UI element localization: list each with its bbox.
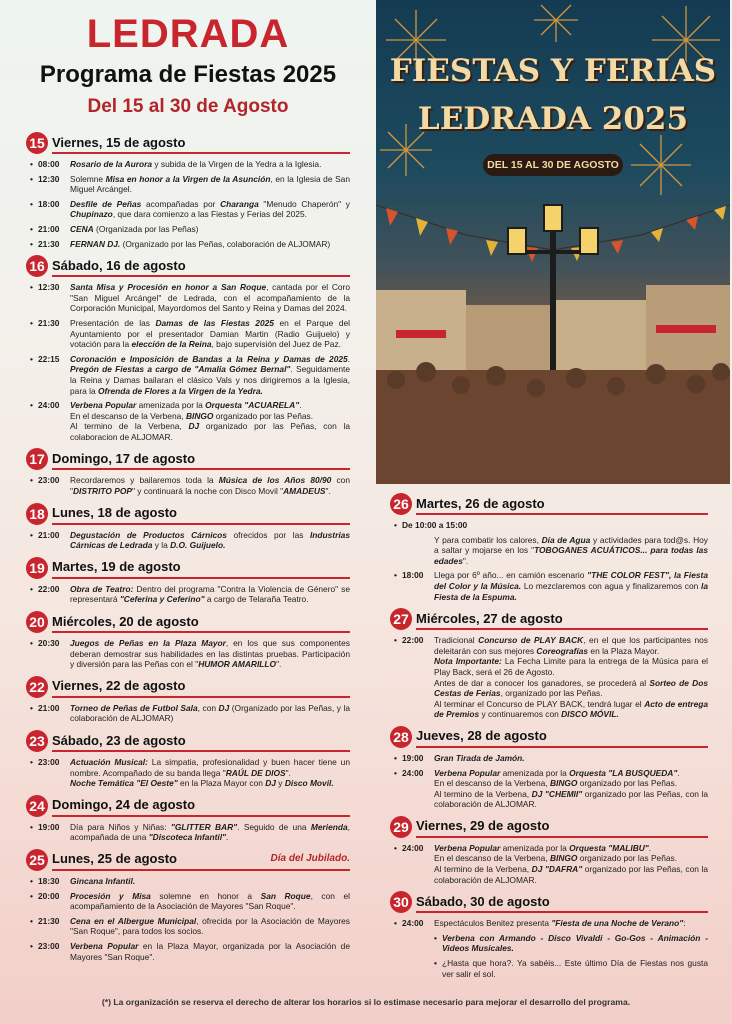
- day-title: [52, 849, 350, 871]
- event-time: 21:30: [38, 238, 60, 249]
- program-header: [0, 0, 376, 118]
- subitem-text: Verbena con Armando - Disco Vivaldi - Go-Gos - Animación - Videos Musicales.: [442, 932, 708, 954]
- event-row: [26, 530, 350, 551]
- event-row: [26, 876, 350, 887]
- event-bullet: •: [394, 520, 397, 530]
- event-time: 18:00: [38, 198, 60, 209]
- program-disclaimer: (*) La organización se reserva el derecho de alterar los horarios si lo estimase necesario para mejorar el desarrollo del programa.: [101, 997, 631, 1007]
- event-bullet: •: [30, 238, 33, 249]
- town-title: LEDRADA: [86, 12, 290, 56]
- event-bullet: •: [30, 529, 33, 540]
- poster-title-line1: FIESTAS Y FERIAS: [389, 53, 717, 89]
- event-bullet: •: [30, 282, 33, 293]
- day-title-text: Lunes, 18 de agosto: [52, 505, 177, 521]
- program-dates: Del 15 al 30 de Agosto: [87, 96, 289, 117]
- event-time: 19:00: [38, 821, 60, 832]
- event-row: [390, 570, 708, 602]
- day-number-badge: 28: [390, 726, 412, 748]
- event-description: Llega por 6º año... en camión escenario "THE COLOR FEST", la Fiesta del Color y la Música. Lo mezclaremos con agua y finalizaremos con la Fiesta de la Espuma.: [434, 570, 708, 602]
- event-time: 23:00: [38, 757, 60, 767]
- event-description: Actuación Musical: La simpatia, profesionalidad y buen hacer tiene un nombre. Acompañado de su banda llega "RAÚL DE DIOS". Noche Temática "El Oeste" en la Plaza Mayor con DJ y Disco Movil.: [70, 757, 350, 789]
- event-description: Presentación de las Damas de las Fiestas 2025 en el Parque del Ayuntamiento por el presentador Damian Martin (Radio Guijuelo) y votación para la elección de la Reina, bajo supervisión del Juez de Paz.: [70, 317, 351, 350]
- event-time: 24:00: [402, 842, 424, 853]
- day-header: [390, 726, 708, 748]
- day-number-badge: 25: [26, 849, 48, 871]
- event-time: 22:15: [38, 353, 60, 364]
- event-bullet: •: [30, 198, 33, 209]
- event-time: 23:00: [38, 475, 60, 486]
- day-title-text: Martes, 19 de agosto: [52, 559, 181, 575]
- event-bullet: •: [30, 159, 33, 169]
- event-time: 21:00: [38, 529, 60, 540]
- day-number-badge: 29: [390, 816, 412, 838]
- day-number-badge: 18: [26, 503, 48, 525]
- day-title: [52, 503, 350, 525]
- schedule-left-column: [26, 132, 350, 968]
- event-description: Santa Misa y Procesión en honor a San Roque, cantada por el Coro "San Miguel Arcángel" de Ledrada, con el acompañamiento de la Corporación Municipal, Mayordomos del Santo y Reina y Damas del 2024.: [70, 282, 350, 314]
- event-time: 22:00: [402, 635, 424, 646]
- event-bullet: •: [30, 638, 33, 649]
- event-bullet: •: [30, 400, 33, 411]
- day-section: [390, 726, 708, 810]
- day-title-text: Domingo, 24 de agosto: [52, 797, 196, 813]
- event-bullet: •: [30, 821, 33, 832]
- event-row: [390, 635, 708, 720]
- day-header: [390, 891, 708, 913]
- event-description: De 10:00 a 15:00: [402, 520, 468, 530]
- day-title: [416, 493, 708, 515]
- day-header: [26, 611, 350, 633]
- event-row: [26, 916, 350, 937]
- event-bullet: •: [394, 767, 397, 778]
- event-bullet: •: [30, 702, 33, 713]
- event-time: 18:30: [38, 875, 60, 886]
- day-section: [26, 795, 350, 843]
- day-title-text: Miércoles, 20 de agosto: [52, 613, 199, 629]
- event-time: 21:00: [38, 702, 60, 713]
- event-description: CENA (Organizada por las Peñas): [70, 223, 199, 234]
- event-description: FERNAN DJ. (Organizado por las Peñas, colaboración de ALJOMAR): [70, 238, 331, 249]
- event-bullet: •: [394, 570, 397, 581]
- event-bullet: •: [30, 940, 33, 951]
- event-row: [390, 843, 708, 885]
- day-section: [26, 557, 350, 605]
- event-bullet: •: [394, 918, 397, 929]
- day-number-badge: 30: [390, 891, 412, 913]
- event-subitem: [390, 958, 708, 979]
- festival-poster: [376, 0, 730, 484]
- event-description: Coronación e Imposición de Bandas a la Reina y Damas de 2025. Pregón de Fiestas a cargo de "Amalia Gómez Bernal". Seguidamente la Reina y Damas bailaran el clásico Vals y nos dirigiremos a la Iglesia, para la Ofrenda de Flores a la Virgen de la Yedra.: [70, 353, 350, 396]
- event-description: Solemne Misa en honor a la Virgen de la Asunción, en la Iglesia de San Miguel Arcángel.: [70, 173, 350, 195]
- event-row: [26, 400, 350, 442]
- event-description: Degustación de Productos Cárnicos ofrecidos por las Industrias Cárnicas de Ledrada y la D.O. Guijuelo.: [70, 529, 350, 551]
- day-number-badge: 27: [390, 608, 412, 630]
- event-description: Recordaremos y bailaremos toda la Música de los Años 80/90 con "DISTRITO POP" y continuará la noche con Disco Movil "AMADEUS".: [70, 475, 350, 497]
- day-number-badge: 15: [26, 132, 48, 154]
- day-title: [52, 676, 350, 698]
- event-row: [26, 318, 350, 350]
- day-section: [390, 891, 708, 979]
- day-section: [26, 730, 350, 789]
- day-title: [416, 608, 708, 630]
- event-row: [26, 224, 350, 235]
- day-section: [26, 503, 350, 551]
- day-number-badge: 17: [26, 448, 48, 470]
- day-section: [26, 611, 350, 670]
- day-title-text: Domingo, 17 de agosto: [52, 450, 196, 466]
- day-section: [390, 816, 708, 885]
- event-row: [390, 768, 708, 810]
- event-bullet: •: [30, 757, 33, 767]
- day-header: [26, 795, 350, 817]
- day-title: [52, 255, 350, 277]
- day-header: [26, 730, 350, 752]
- day-title-text: Sábado, 23 de agosto: [52, 732, 186, 748]
- event-description: Rosario de la Aurora y subida de la Virgen de la Yedra a la Iglesia.: [70, 159, 322, 169]
- event-row: [390, 753, 708, 764]
- day-header: [26, 849, 350, 871]
- day-number-badge: 26: [390, 493, 412, 515]
- day-title: [416, 891, 708, 913]
- event-time: 21:30: [38, 915, 60, 926]
- day-header: [26, 448, 350, 470]
- day-title-text: Sábado, 16 de agosto: [52, 257, 186, 273]
- day-title: [52, 611, 350, 633]
- day-section: [26, 849, 350, 962]
- event-row: [26, 475, 350, 496]
- day-title-text: Sábado, 30 de agosto: [416, 893, 550, 909]
- event-description: Espectáculos Benitez presenta "Fiesta de una Noche de Verano":: [434, 918, 686, 929]
- day-section: [390, 493, 708, 602]
- event-bullet: •: [394, 635, 397, 646]
- event-time: 08:00: [38, 159, 60, 169]
- subitem-bullet: •: [434, 932, 437, 943]
- day-header: [26, 132, 350, 154]
- day-title-text: Jueves, 28 de agosto: [416, 728, 547, 744]
- event-bullet: [394, 535, 402, 567]
- event-time: 24:00: [402, 767, 424, 778]
- event-description: Gincana Infantil.: [70, 875, 136, 886]
- event-description: Cena en el Albergue Municipal, ofrecida por la Asociación de Mayores "San Roque", para todos los socios.: [70, 915, 350, 937]
- event-bullet: •: [30, 875, 33, 886]
- event-row: [26, 239, 350, 250]
- day-title: [416, 816, 708, 838]
- event-description: Procesión y Misa solemne en honor a San Roque, con el acompañamiento de la Asociación de Mayores "San Roque".: [70, 890, 350, 912]
- event-time: 20:30: [38, 638, 60, 649]
- event-time: 19:00: [402, 752, 424, 763]
- day-title: [52, 448, 350, 470]
- day-title-text: Miércoles, 27 de agosto: [416, 610, 563, 626]
- event-time: 24:00: [38, 400, 60, 411]
- day-section: [26, 448, 350, 496]
- day-section: [390, 608, 708, 720]
- event-time: 20:00: [38, 890, 60, 901]
- event-description: Y para combatir los calores, Día de Agua y actividades para tod@s. Hoy a saltar y mojarse en los "TOBOGANES ACUÁTICOS... para todas las edades".: [434, 534, 708, 566]
- event-time: 12:30: [38, 282, 60, 293]
- event-bullet: •: [30, 317, 33, 328]
- event-description: Verbena Popular amenizada por la Orquesta "LA BUSQUEDA". En el descanso de la Verbena, BINGO organizado por las Peñas. Al termino de la Verbena, DJ "CHEMII" organizado por las Peñas, con la colaboración de ALJOMAR.: [434, 767, 709, 810]
- day-title-text: Viernes, 29 de agosto: [416, 818, 550, 834]
- event-description: Desfile de Peñas acompañadas por Charanga "Menudo Chaperón" y Chupinazo, que dara comienzo a las Fiestas y Ferias del 2025.: [70, 198, 350, 220]
- day-title: [52, 557, 350, 579]
- event-time: 24:00: [402, 918, 424, 929]
- event-description: Obra de Teatro: Dentro del programa "Contra la Violencia de Género" se representará "Ceferina y Ceferino" a cargo de Telaraña Teatro.: [70, 583, 350, 605]
- day-number-badge: 20: [26, 611, 48, 633]
- event-row: [26, 703, 350, 724]
- event-row: [26, 638, 350, 670]
- event-row: [26, 354, 350, 396]
- crowd-graphic: [376, 362, 730, 484]
- event-row: [26, 757, 350, 789]
- poster-date-badge: DEL 15 AL 30 DE AGOSTO: [483, 154, 623, 176]
- schedule-right-column: [390, 493, 708, 985]
- day-section: [26, 676, 350, 724]
- event-bullet: •: [30, 475, 33, 486]
- day-title-text: Viernes, 15 de agosto: [52, 134, 186, 150]
- day-number-badge: 22: [26, 676, 48, 698]
- poster-title-line2: LEDRADA 2025: [417, 101, 689, 137]
- day-title: [52, 730, 350, 752]
- day-title: [52, 132, 350, 154]
- event-subitem: [390, 933, 708, 954]
- event-description: Tradicional Concurso de PLAY BACK, en el que los participantes nos deleitarán con sus mejores Coreografías en la Plaza Mayor. Nota Importante: La Fecha Limite para la entrega de la Música para el Play Back, será el 26 de Agosto. Antes de dar a conocer los ganadores, se procederá al Sorteo de Dos Cestas de Ferias, organizado por las Peñas. Al terminar el Concurso de PLAY BACK, tendrá lugar el Acto de entrega de Premios y continuaremos con DISCO MÓVIL.: [434, 635, 708, 720]
- day-title: [52, 795, 350, 817]
- day-number-badge: 23: [26, 730, 48, 752]
- event-row: [390, 535, 708, 567]
- event-time: 21:30: [38, 317, 60, 328]
- day-note: Día del Jubilado.: [270, 853, 350, 865]
- event-bullet: •: [30, 353, 33, 364]
- event-time: 22:00: [38, 583, 60, 594]
- event-time: 12:30: [38, 173, 60, 184]
- event-description: Día para Niños y Niñas: "GLITTER BAR". Seguido de una Merienda, acompañada de una "Discoteca Infantil".: [70, 821, 350, 843]
- day-title: [416, 726, 708, 748]
- event-bullet: •: [30, 890, 33, 901]
- event-time: 23:00: [38, 940, 60, 951]
- day-section: [26, 255, 350, 442]
- event-row: [26, 584, 350, 605]
- day-header: [390, 608, 708, 630]
- day-header: [26, 676, 350, 698]
- day-title-text: Viernes, 22 de agosto: [52, 678, 186, 694]
- day-number-badge: 24: [26, 795, 48, 817]
- event-description: Verbena Popular en la Plaza Mayor, organizada por la Asociación de Mayores "San Roque".: [70, 940, 350, 962]
- event-bullet: •: [30, 583, 33, 594]
- event-row: [390, 520, 708, 531]
- day-header: [26, 255, 350, 277]
- event-bullet: •: [30, 173, 33, 184]
- event-row: [26, 891, 350, 912]
- event-time: 18:00: [402, 570, 424, 581]
- program-subtitle: Programa de Fiestas 2025: [39, 61, 337, 88]
- event-bullet: •: [394, 842, 397, 853]
- event-row: [26, 174, 350, 195]
- day-header: [26, 503, 350, 525]
- event-description: Juegos de Peñas en la Plaza Mayor, en los que sus componentes deberan demostrar sus habilidades en las distintas pruebas. Participación y diversión para las Peñas con el "HUMOR AMARILLO".: [70, 638, 350, 670]
- day-number-badge: 16: [26, 255, 48, 277]
- subitem-bullet: •: [434, 958, 437, 969]
- event-description: Torneo de Peñas de Futbol Sala, con DJ (Organizado por las Peñas, y la colaboración de ALJOMAR): [70, 702, 351, 724]
- event-bullet: •: [30, 915, 33, 926]
- day-title-text: Martes, 26 de agosto: [416, 495, 545, 511]
- event-description: Verbena Popular amenizada por la Orquesta "MALIBU". En el descanso de la Verbena, BINGO organizado por las Peñas. Al termino de la Verbena, DJ "DAFRA" organizado por las Peñas, con la colaboración de ALJOMAR.: [434, 842, 709, 885]
- event-time: [402, 535, 434, 567]
- event-description: Verbena Popular amenizada por la Orquesta "ACUARELA". En el descanso de la Verbena, BINGO organizado por las Peñas. Al termino de la Verbena, DJ organizado por las Peñas, con la colaboracion de ALJOMAR.: [70, 400, 351, 442]
- event-row: [390, 918, 708, 929]
- day-header: [390, 493, 708, 515]
- event-row: [26, 159, 350, 170]
- subitem-text: ¿Hasta que hora?. Ya sabéis... Este último Día de Fiestas nos gusta ver salir el sol.: [442, 958, 708, 979]
- day-section: [26, 132, 350, 249]
- event-bullet: •: [30, 223, 33, 234]
- event-row: [26, 282, 350, 314]
- event-description: Gran Tirada de Jamón.: [434, 752, 525, 763]
- event-row: [26, 199, 350, 220]
- day-title-text: Lunes, 25 de agosto: [52, 851, 177, 867]
- event-row: [26, 822, 350, 843]
- event-row: [26, 941, 350, 962]
- day-header: [26, 557, 350, 579]
- day-header: [390, 816, 708, 838]
- event-bullet: •: [394, 752, 397, 763]
- event-time: 21:00: [38, 223, 60, 234]
- day-number-badge: 19: [26, 557, 48, 579]
